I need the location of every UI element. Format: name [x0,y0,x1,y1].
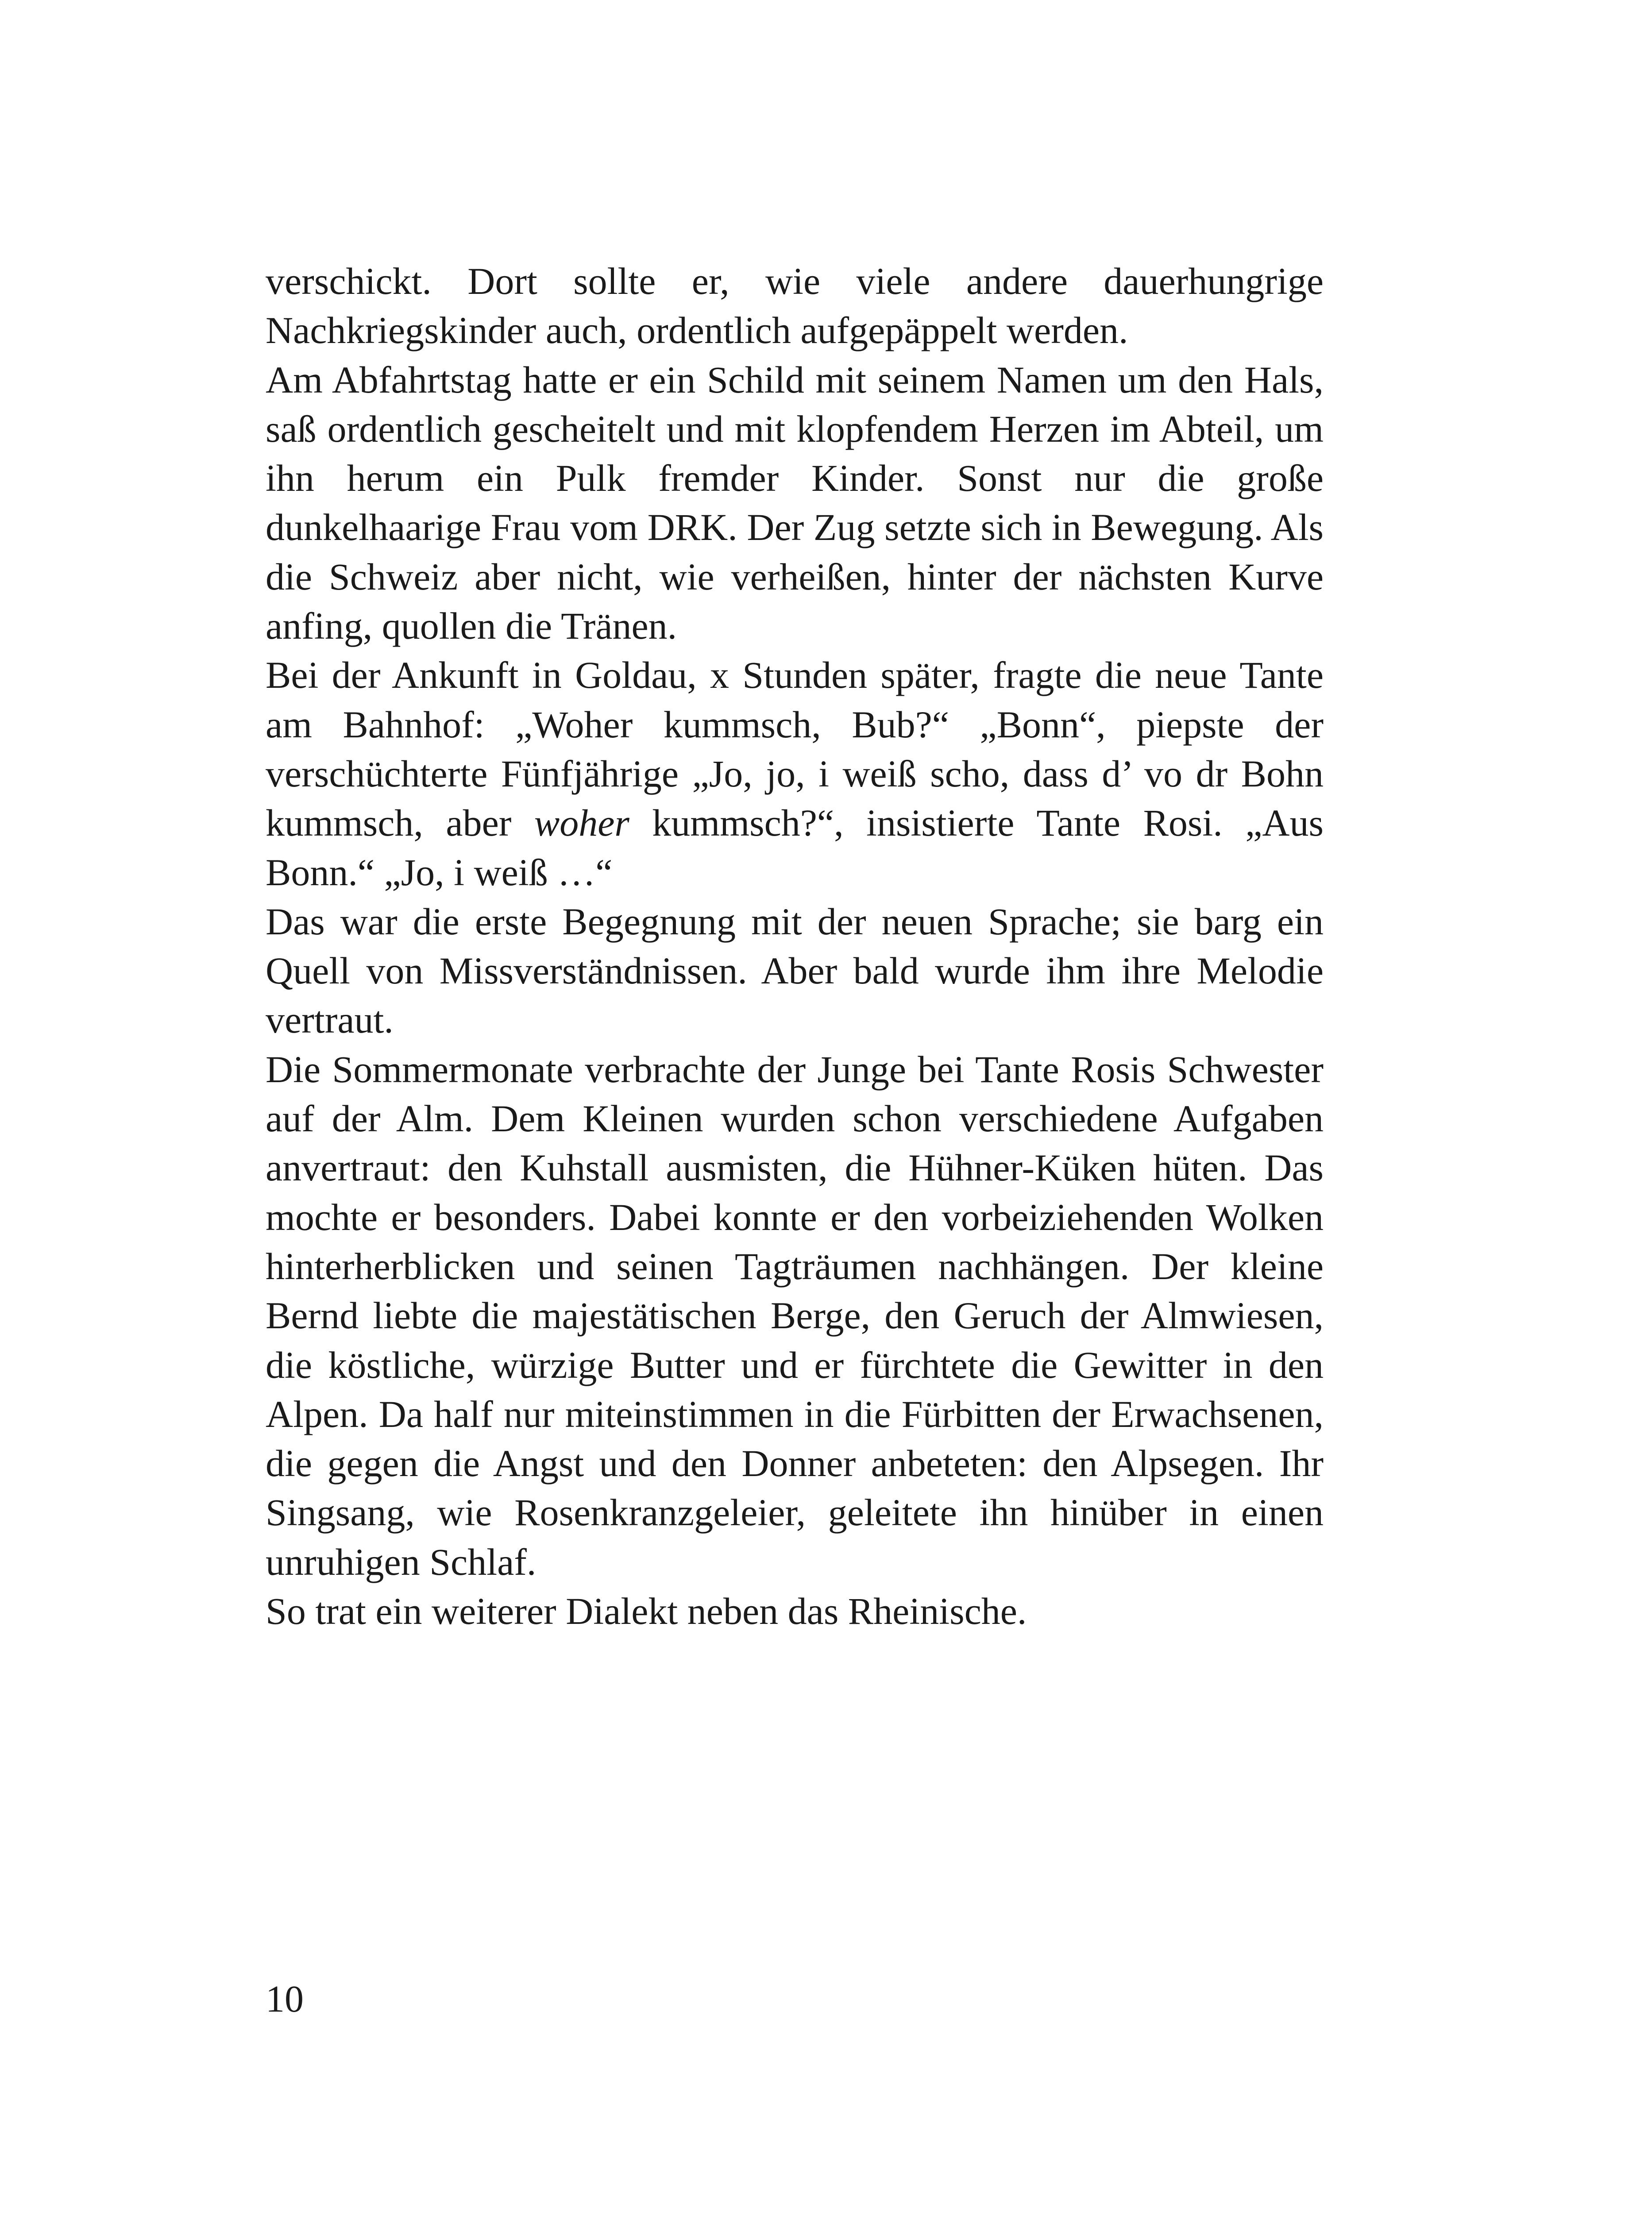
paragraph: Am Abfahrtstag hatte er ein Schild mit seinem Namen um den Hals, saß ordentlich gescheitelt und mit klopfendem Herzen im Abteil, um ihn herum ein Pulk fremder Kinder. Sonst nur die große dunkelhaarige Frau vom DRK. Der Zug setzte sich in Bewegung. Als die Schweiz aber nicht, wie verheißen, hinter der nächsten Kurve anfing, quollen die Tränen. [266,358,1324,648]
emphasized-word: woher [534,802,629,844]
dialog-text-before: Bei der Ankunft in Goldau, x Stunden später, fragte die neue Tante am Bahnhof: „Woher kummsch, Bub?“ „Bonn“, piepste der verschüchterte Fünfjährige „Jo, jo, i weiß scho, dass d’ vo dr Bohn kummsch, aber [266,654,1324,844]
paragraph: Das war die erste Begegnung mit der neuen Sprache; sie barg ein Quell von Missverständnissen. Aber bald wurde ihm ihre Melodie vertraut. [266,900,1324,1041]
paragraph: So trat ein weiterer Dialekt neben das Rheinische. [266,1590,1027,1633]
body-text [266,257,1324,1636]
dialog-text-after: kummsch?“, insistierte Tante Rosi. „Aus Bonn.“ „Jo, i weiß …“ [266,802,1324,894]
dialog-paragraph [266,651,1324,897]
paragraph: Die Sommermonate verbrachte der Junge bei Tante Rosis Schwester auf der Alm. Dem Kleinen wurden schon verschiedene Aufgaben anvertraut: den Kuhstall ausmisten, die Hühner-Küken hüten. Das mochte er besonders. Dabei konnte er den vorbeiziehenden Wolken hinterherblicken und seinen Tagträumen nachhängen. Der kleine Bernd liebte die majestätischen Berge, den Geruch der Almwiesen, die köstliche, würzige Butter und er fürchtete die Gewitter in den Alpen. Da half nur miteinstimmen in die Fürbitten der Erwachsenen, die gegen die Angst und den Donner anbeteten: den Alpsegen. Ihr Singsang, wie Rosenkranzgeleier, geleitete ihn hinüber in einen unruhigen Schlaf. [266,1048,1324,1583]
paragraph: verschickt. Dort sollte er, wie viele andere dauerhungrige Nachkriegskinder auch, ordentlich aufgepäppelt werden. [266,260,1324,352]
page-number: 10 [266,1978,304,2020]
